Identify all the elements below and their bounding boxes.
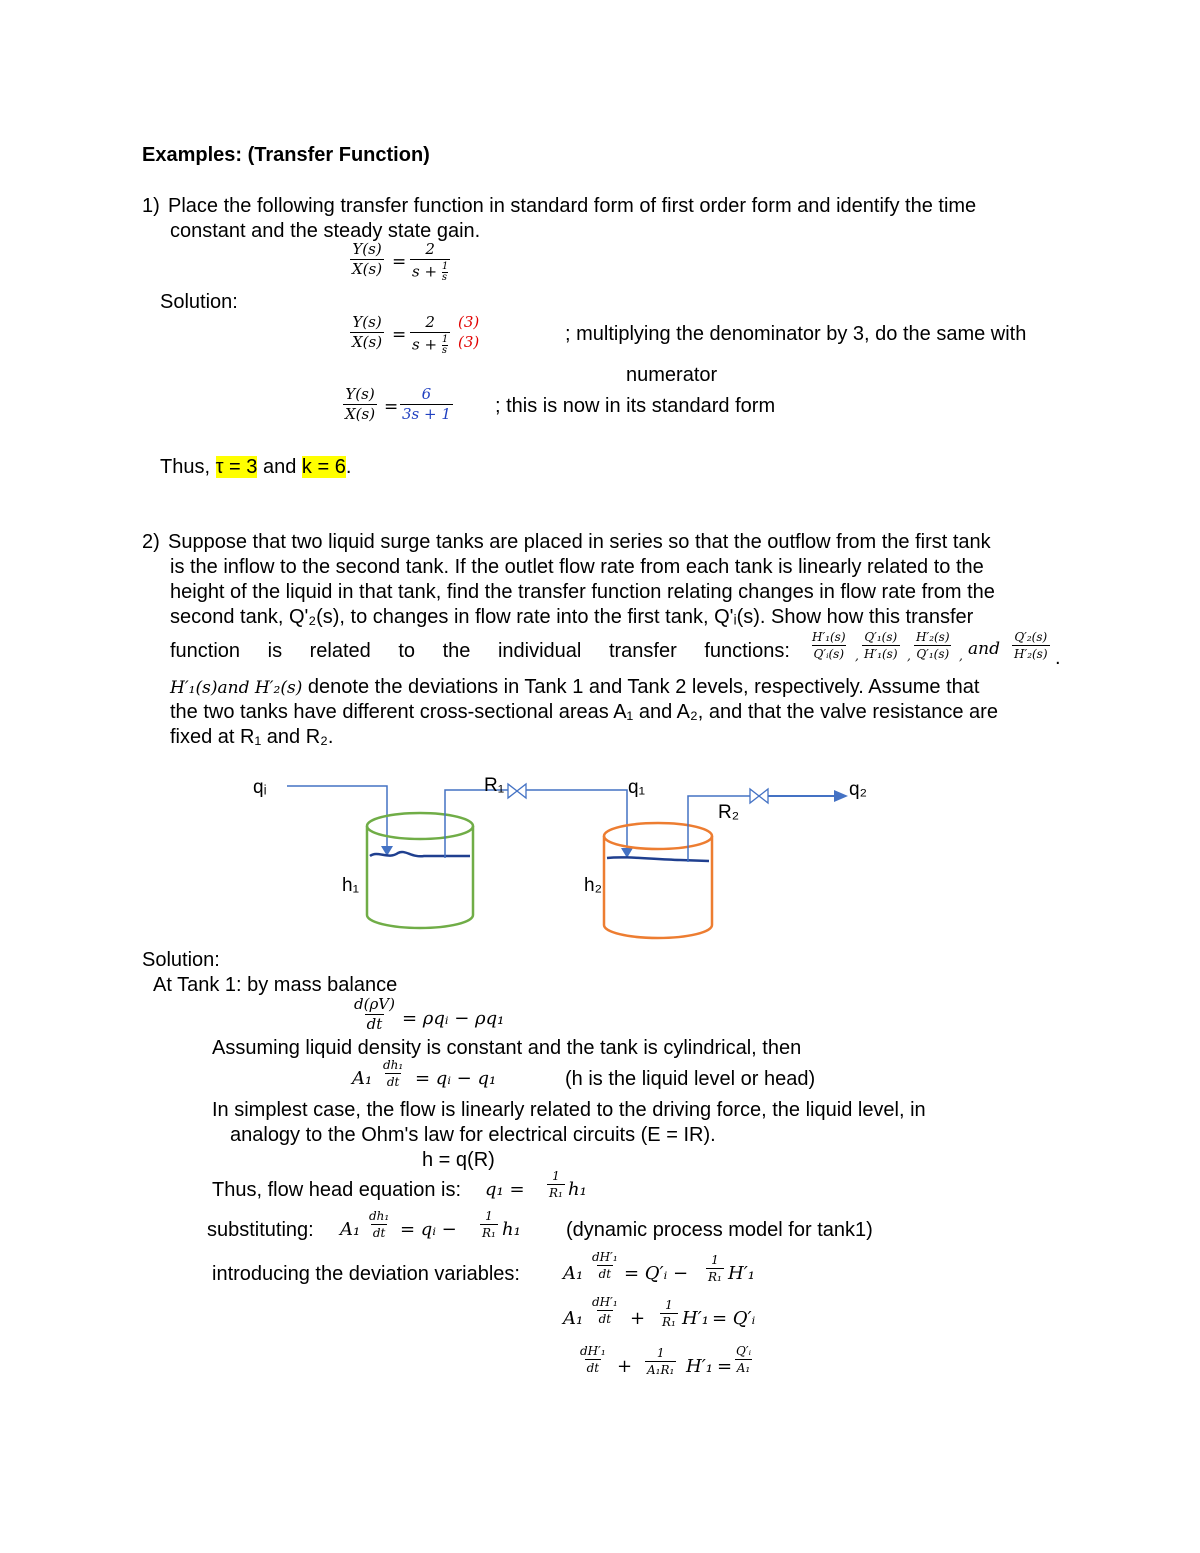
ex2-line4: second tank, Q'₂(s), to changes in flow rate into the first tank, Q'ᵢ(s). Show how this transfer — [170, 606, 974, 628]
k-highlight: k = 6 — [301, 456, 346, 478]
dev2-h1: H′₁ — [682, 1308, 709, 1329]
sol2-assuming: Assuming liquid density is constant and the tank is cylindrical, then — [212, 1037, 802, 1059]
tank2-liquid — [607, 857, 709, 861]
introducing: introducing the deviation variables: — [212, 1263, 520, 1285]
ex2-line8: fixed at R₁ and R₂. — [170, 726, 334, 748]
ex2-line6: H′₁(s)and H′₂(s) denote the deviations in Tank 1 and Tank 2 levels, respectively. Assume that — [170, 676, 980, 698]
dev2-plus: + — [630, 1308, 646, 1329]
tf-h2-q1: $\frac{\text{H′₂(s)}}{\text{Q′₁(s)}}$ — [916, 630, 950, 661]
substituting: substituting: — [207, 1219, 314, 1241]
label-q2: q₂ — [849, 779, 867, 800]
dev3-qi-over-a1: $\frac{\text{Q′ᵢ}}{\text{A₁}}$ — [736, 1344, 751, 1375]
dev3-eq: = — [717, 1356, 733, 1377]
eq-a1: A₁ — [352, 1068, 373, 1089]
dev3-one-over-a1r1: $\frac{1}{\text{A₁R₁}}$ — [647, 1346, 675, 1377]
eq2-multiplier: (3) (3) — [458, 313, 480, 351]
sub-one-over-r1: $\frac{1}{\text{R₁}}$ — [482, 1209, 496, 1240]
eq1-equals: = — [392, 252, 407, 272]
tf-h1-qi: $\frac{\text{H′₁(s)}}{\text{Q′ᵢ(s)}}$ — [812, 630, 846, 661]
dev-one-over-r1: $\frac{1}{\text{R₁}}$ — [708, 1253, 722, 1284]
dev-a1: A₁ — [563, 1263, 584, 1284]
h-eq: h = q(R) — [422, 1149, 495, 1171]
page-title: Examples: (Transfer Function) — [142, 144, 430, 166]
label-h1: h₁ — [342, 875, 359, 896]
eq3-lhs: $\frac{Y(s)}{X(s)}$ — [345, 385, 376, 423]
eq2-lhs: $\frac{Y(s)}{X(s)}$ — [352, 313, 383, 351]
dev3-plus: + — [617, 1356, 633, 1377]
ex2-line5: function is related to the individual transfer functions: — [170, 640, 790, 662]
sub-a1: A₁ — [340, 1219, 361, 1240]
ex1-line2: constant and the steady state gain. — [170, 220, 481, 242]
period: . — [1055, 647, 1061, 669]
ex2-line1: Suppose that two liquid surge tanks are placed in series so that the outflow from the first tank — [168, 531, 991, 553]
eq1-lhs: $\frac{Y(s)}{X(s)}$ — [352, 240, 383, 278]
comma: , — [907, 649, 911, 663]
dev2-one-over-r1: $\frac{1}{\text{R₁}}$ — [662, 1298, 676, 1329]
sub-dh1dt: $\frac{\text{dh₁}}{dt}$ — [369, 1209, 390, 1240]
inlet-pipe — [287, 786, 387, 850]
valve-r2 — [750, 789, 768, 803]
tank2 — [604, 823, 712, 938]
dev-h1: H′₁ — [728, 1263, 755, 1284]
ex2-line3: height of the liquid in that tank, find the transfer function relating changes in flow rate from the — [170, 581, 995, 603]
label-r2: R₂ — [718, 802, 740, 823]
dev-rhs: = Q′ᵢ − — [624, 1263, 689, 1284]
dyn-note: (dynamic process model for tank1) — [566, 1219, 873, 1241]
ex2-line7: the two tanks have different cross-sectional areas A₁ and A₂, and that the valve resistance are — [170, 701, 998, 723]
ex1-number: 1) — [142, 195, 160, 217]
h1-term: h₁ — [568, 1179, 587, 1200]
eq3-equals: = — [384, 397, 399, 417]
tau-highlight: τ = 3 — [215, 456, 258, 478]
eq2-equals: = — [392, 325, 407, 345]
sub-h1: h₁ — [502, 1219, 521, 1240]
sol2-simplest2: analogy to the Ohm's law for electrical circuits (E = IR). — [230, 1124, 716, 1146]
dev-dH1dt: $\frac{\text{dH′₁}}{dt}$ — [592, 1250, 618, 1281]
dev2-a1: A₁ — [563, 1308, 584, 1329]
outlet-arrow — [834, 790, 848, 802]
valve-r1 — [508, 784, 526, 798]
ex2-number: 2) — [142, 531, 160, 553]
tf-q1-h1: $\frac{\text{Q′₁(s)}}{\text{H′₁(s)}}$ — [864, 630, 898, 661]
h-note: (h is the liquid level or head) — [565, 1068, 816, 1090]
eq-rhs1: = qᵢ − q₁ — [415, 1068, 497, 1089]
ex1-solution-label: Solution: — [160, 291, 238, 313]
comma: , — [855, 649, 859, 663]
mb-lhs: $\frac{d(\rho V)}{dt}$ — [354, 995, 395, 1033]
tf-q2-h2: $\frac{\text{Q′₂(s)}}{\text{H′₂(s)}}$ — [1014, 630, 1048, 661]
sol2-at-tank1: At Tank 1: by mass balance — [153, 974, 398, 996]
comma: , — [959, 649, 963, 663]
ex1-comment2: ; this is now in its standard form — [495, 395, 776, 417]
ex1-comment1b: numerator — [626, 364, 718, 386]
dev3-dH1dt: $\frac{\text{dH′₁}}{dt}$ — [580, 1344, 606, 1375]
eq3-rhs: $\frac{6}{3s + 1}$ — [402, 385, 451, 423]
q1-eq: q₁ = — [485, 1179, 525, 1200]
mb-rhs: = ρqᵢ − ρq₁ — [402, 1008, 505, 1029]
one-over-r1: $\frac{1}{\text{R₁}}$ — [549, 1169, 563, 1200]
thus-flow: Thus, flow head equation is: — [212, 1179, 462, 1201]
label-qi: qᵢ — [253, 777, 267, 798]
pipe-1-2 — [445, 790, 508, 858]
tank1 — [367, 813, 473, 928]
dev2-dH1dt: $\frac{\text{dH′₁}}{dt}$ — [592, 1295, 618, 1326]
ex1-comment1: ; multiplying the denominator by 3, do the same with — [565, 323, 1027, 345]
eq-dh1dt: $\frac{\text{dh₁}}{dt}$ — [383, 1058, 404, 1089]
label-q1: q₁ — [628, 777, 645, 798]
eq1-rhs: 2 s + $\frac{1}{s}$ — [412, 240, 449, 283]
dev3-h1: H′₁ — [686, 1356, 713, 1377]
label-r1: R₁ — [484, 775, 505, 796]
ex2-line2: is the inflow to the second tank. If the outlet flow rate from each tank is linearly related to the — [170, 556, 984, 578]
eq2-rhs: 2 s + $\frac{1}{s}$ — [412, 313, 449, 356]
tf-and: and — [968, 639, 1000, 659]
sub-minus-qi: = qᵢ − — [400, 1219, 457, 1240]
dev2-eq-qi: = Q′ᵢ — [712, 1308, 756, 1329]
label-h2: h₂ — [584, 875, 602, 896]
ex1-thus: Thus, τ = 3 and k = 6. — [160, 456, 352, 478]
sol2-label: Solution: — [142, 949, 220, 971]
ex1-line1: Place the following transfer function in standard form of first order form and identify the time — [168, 195, 977, 217]
sol2-simplest1: In simplest case, the flow is linearly related to the driving force, the liquid level, in — [212, 1099, 926, 1121]
